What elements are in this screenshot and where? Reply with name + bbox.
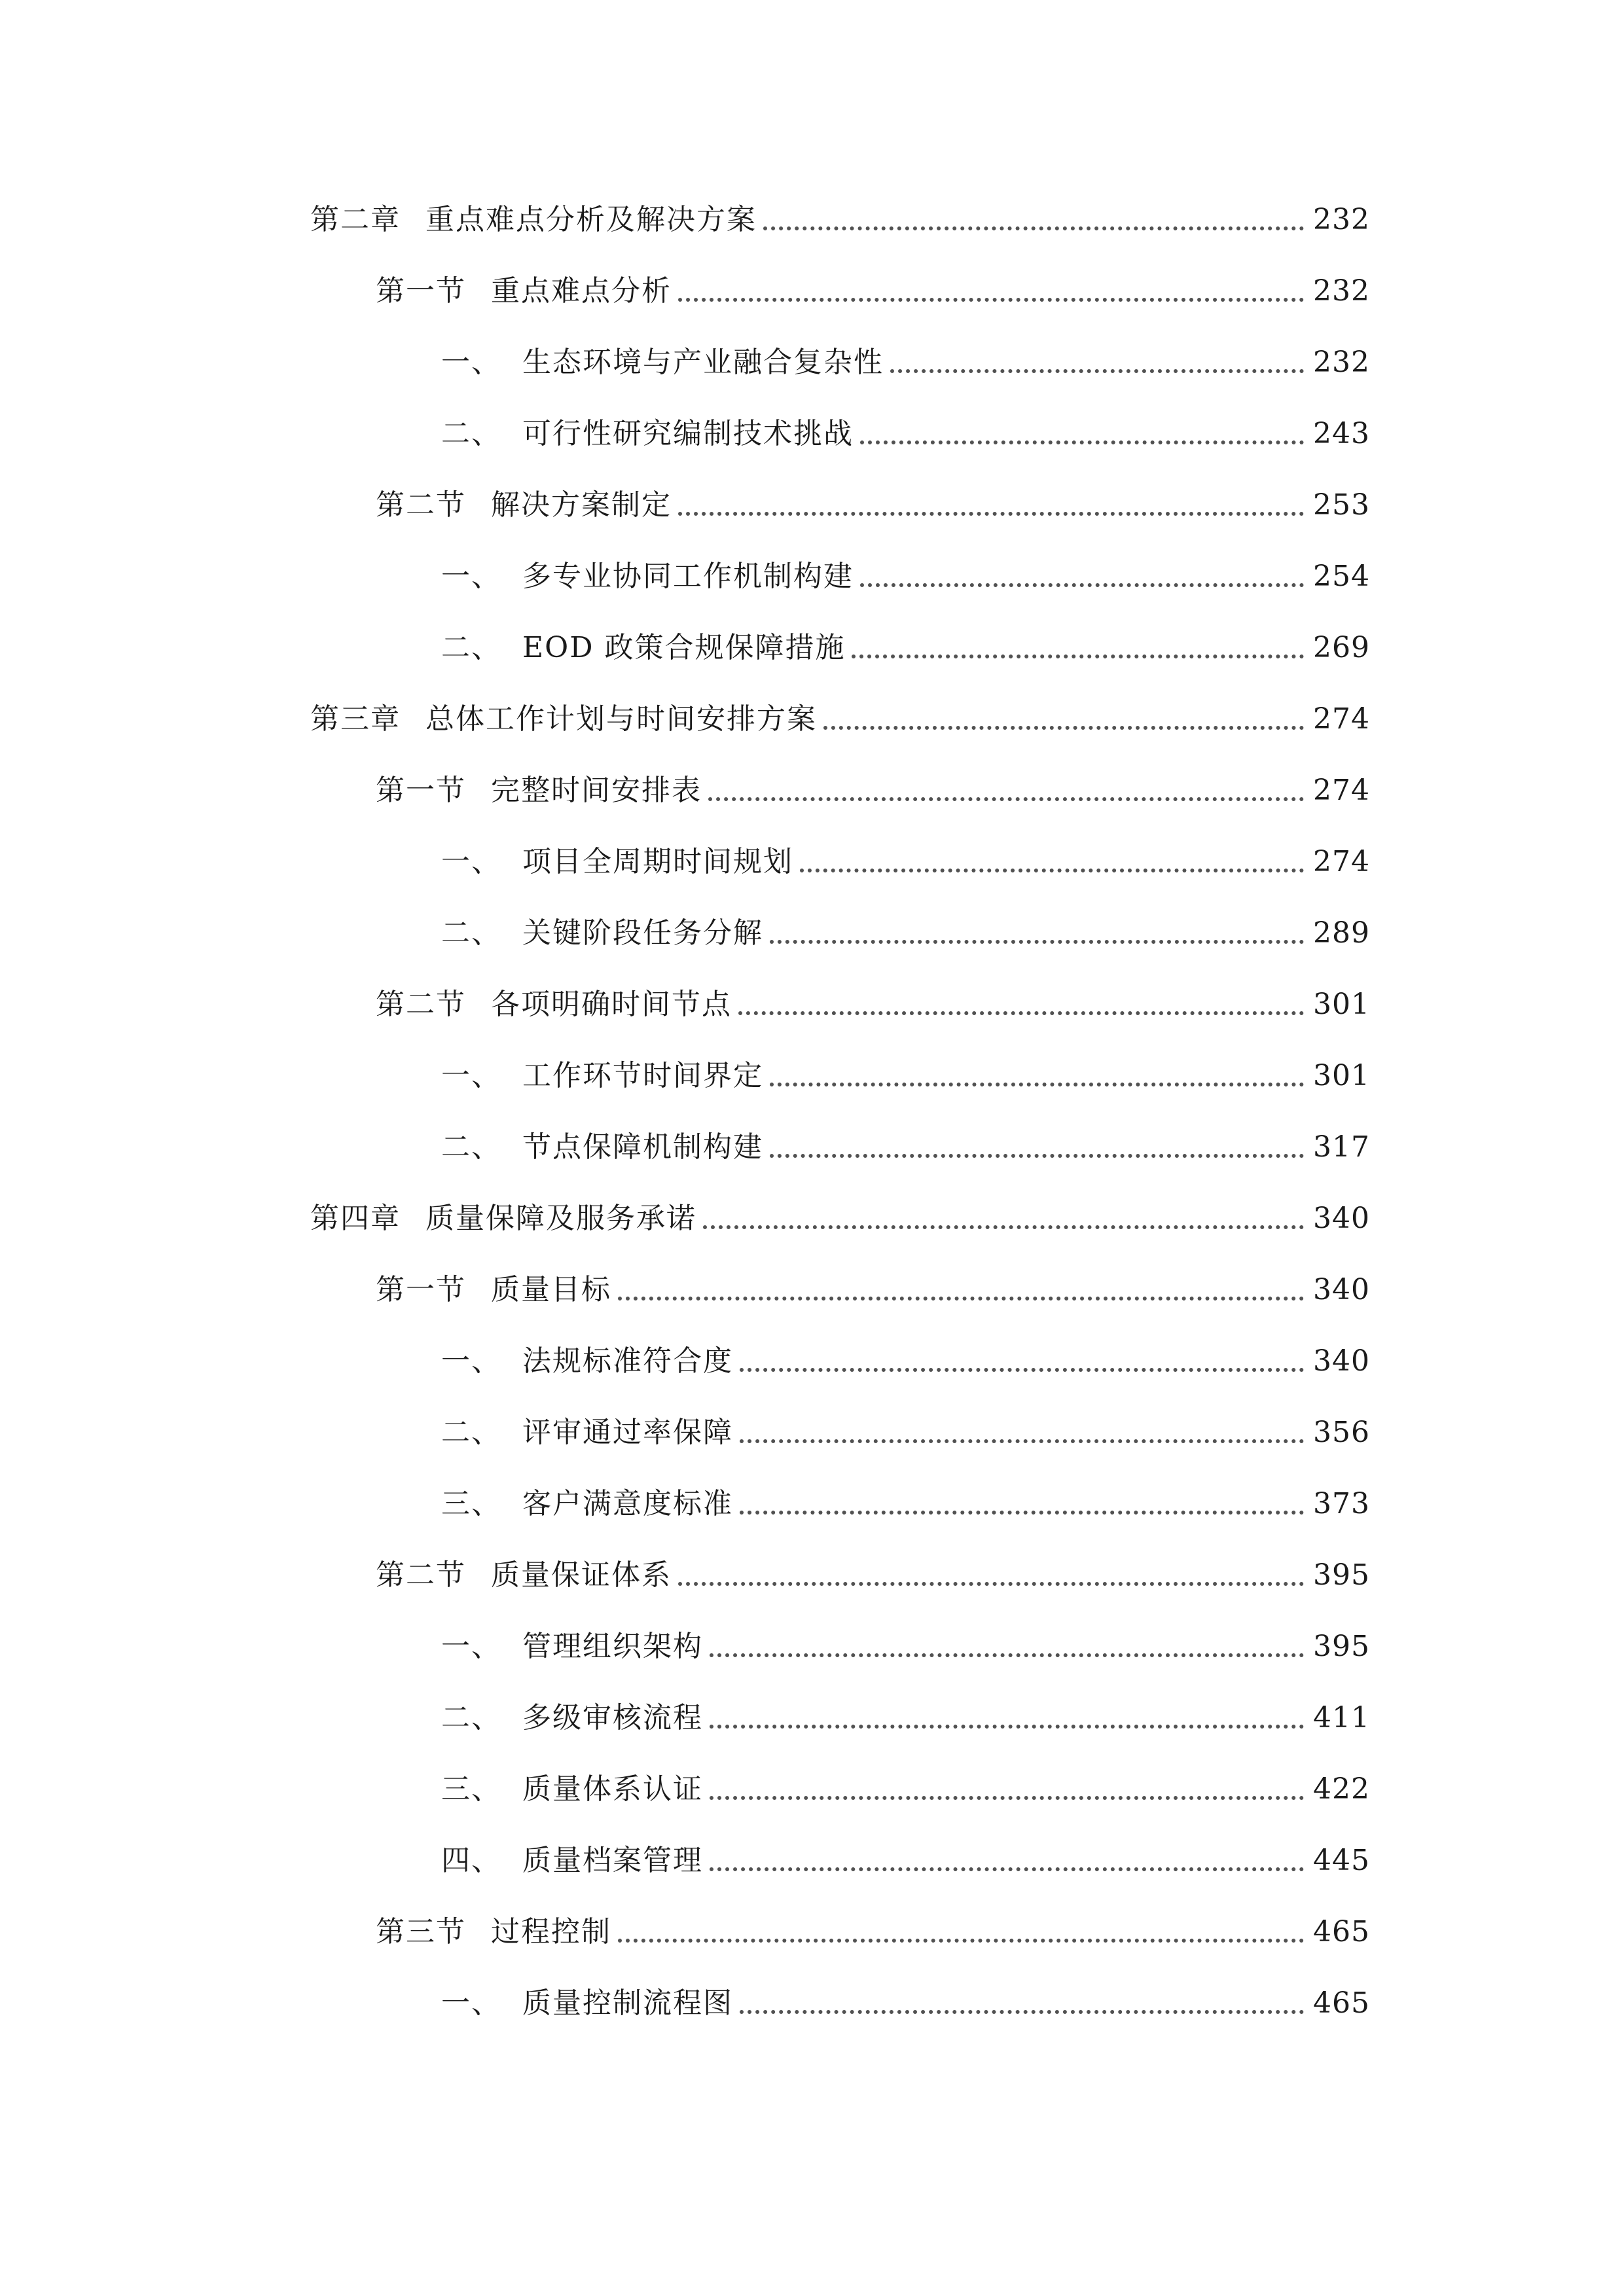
dot-leader xyxy=(800,869,1304,872)
toc-entry-page: 232 xyxy=(1313,346,1370,379)
toc-entry-prefix: 第三章 xyxy=(310,702,401,736)
toc-entry-prefix: 第一节 xyxy=(376,1273,466,1306)
toc-entry-prefix: 第一节 xyxy=(376,274,466,308)
toc-entry-title: 质量目标 xyxy=(491,1273,611,1306)
dot-leader xyxy=(860,583,1304,587)
toc-entry[interactable] xyxy=(310,194,1370,240)
toc-entry[interactable] xyxy=(441,836,1370,882)
toc-entry-title: 完整时间安排表 xyxy=(491,774,702,807)
toc-entry[interactable] xyxy=(441,1050,1370,1096)
toc-entry-prefix: 二、 xyxy=(441,631,501,664)
toc-entry[interactable] xyxy=(310,693,1370,739)
dot-leader xyxy=(890,369,1304,373)
toc-entry-page: 411 xyxy=(1313,1701,1370,1734)
toc-entry-title: 客户满意度标准 xyxy=(522,1487,733,1520)
toc-entry-title: 质量体系认证 xyxy=(522,1772,703,1806)
toc-entry-prefix: 二、 xyxy=(441,417,501,450)
toc-entry-page: 317 xyxy=(1313,1130,1370,1164)
toc-entry[interactable] xyxy=(441,1335,1370,1381)
toc-entry-page: 356 xyxy=(1313,1416,1370,1449)
toc-entry[interactable] xyxy=(376,479,1370,525)
toc-entry-title: 节点保障机制构建 xyxy=(522,1130,763,1164)
dot-leader xyxy=(678,1582,1304,1586)
toc-entry-prefix: 第二节 xyxy=(376,1558,466,1592)
toc-entry[interactable] xyxy=(441,1621,1370,1666)
toc-entry[interactable] xyxy=(376,764,1370,810)
toc-entry-title: 评审通过率保障 xyxy=(522,1416,733,1449)
toc-entry-page: 232 xyxy=(1313,203,1370,236)
toc-entry[interactable] xyxy=(376,265,1370,311)
dot-leader xyxy=(618,1939,1304,1943)
toc-entry-title: 质量档案管理 xyxy=(522,1844,703,1877)
dot-leader xyxy=(740,1368,1304,1372)
toc-entry-title: 重点难点分析及解决方案 xyxy=(425,203,757,236)
dot-leader xyxy=(710,1653,1304,1657)
toc-entry-title: 可行性研究编制技术挑战 xyxy=(522,417,854,450)
toc-entry[interactable] xyxy=(441,1977,1370,2023)
toc-entry-prefix: 一、 xyxy=(441,560,501,593)
dot-leader xyxy=(678,298,1304,302)
toc-entry-prefix: 第四章 xyxy=(310,1202,401,1235)
dot-leader xyxy=(770,1154,1304,1158)
toc-entry-title: 质量保证体系 xyxy=(491,1558,672,1592)
toc-entry-prefix: 第二节 xyxy=(376,488,466,522)
toc-entry-page: 340 xyxy=(1313,1202,1370,1235)
toc-entry[interactable] xyxy=(376,1906,1370,1952)
toc-entry-prefix: 二、 xyxy=(441,1416,501,1449)
toc-entry-prefix: 一、 xyxy=(441,346,501,379)
toc-entry-page: 445 xyxy=(1313,1844,1370,1877)
toc-entry-title: 重点难点分析 xyxy=(491,274,672,308)
toc-entry-prefix: 四、 xyxy=(441,1844,501,1877)
dot-leader xyxy=(618,1297,1304,1300)
toc-entry[interactable] xyxy=(441,408,1370,454)
toc-entry-title: 生态环境与产业融合复杂性 xyxy=(522,346,884,379)
toc-entry-title: EOD 政策合规保障措施 xyxy=(522,631,846,664)
toc-entry[interactable] xyxy=(441,1835,1370,1880)
dot-leader xyxy=(710,1796,1304,1800)
toc-entry-title: 解决方案制定 xyxy=(491,488,672,522)
toc-entry-prefix: 一、 xyxy=(441,1059,501,1092)
toc-entry-page: 253 xyxy=(1313,488,1370,522)
toc-entry[interactable] xyxy=(376,1549,1370,1595)
toc-entry-page: 274 xyxy=(1313,774,1370,807)
toc-entry-title: 项目全周期时间规划 xyxy=(522,845,793,878)
dot-leader xyxy=(740,1439,1304,1443)
toc-entry-page: 274 xyxy=(1313,845,1370,878)
toc-entry-prefix: 一、 xyxy=(441,1986,501,2020)
toc-entry-prefix: 二、 xyxy=(441,1701,501,1734)
toc-entry[interactable] xyxy=(441,622,1370,668)
dot-leader xyxy=(703,1225,1304,1229)
toc-entry[interactable] xyxy=(310,1193,1370,1238)
toc-entry-title: 多专业协同工作机制构建 xyxy=(522,560,854,593)
toc-entry-title: 法规标准符合度 xyxy=(522,1344,733,1378)
dot-leader xyxy=(740,2010,1304,2014)
toc-entry[interactable] xyxy=(441,907,1370,953)
dot-leader xyxy=(823,726,1304,730)
toc-entry-page: 301 xyxy=(1313,988,1370,1021)
toc-entry[interactable] xyxy=(441,1692,1370,1738)
toc-entry-prefix: 第三节 xyxy=(376,1915,466,1948)
dot-leader xyxy=(770,1083,1304,1086)
toc-entry-title: 总体工作计划与时间安排方案 xyxy=(425,702,817,736)
dot-leader xyxy=(738,1011,1304,1015)
toc-entry[interactable] xyxy=(441,1763,1370,1809)
toc-entry-title: 过程控制 xyxy=(491,1915,611,1948)
toc-entry-page: 254 xyxy=(1313,560,1370,593)
toc-entry-prefix: 第二节 xyxy=(376,988,466,1021)
toc-entry[interactable] xyxy=(376,978,1370,1024)
toc-entry-prefix: 一、 xyxy=(441,1630,501,1663)
toc-entry-prefix: 一、 xyxy=(441,1344,501,1378)
dot-leader xyxy=(708,797,1304,801)
toc-entry-page: 395 xyxy=(1313,1630,1370,1663)
toc-entry-title: 管理组织架构 xyxy=(522,1630,703,1663)
toc-entry-page: 232 xyxy=(1313,274,1370,308)
toc-entry-page: 269 xyxy=(1313,631,1370,664)
toc-entry-title: 质量保障及服务承诺 xyxy=(425,1202,696,1235)
toc-entry[interactable] xyxy=(441,550,1370,596)
dot-leader xyxy=(770,940,1304,944)
toc-entry-title: 多级审核流程 xyxy=(522,1701,703,1734)
toc-entry[interactable] xyxy=(441,336,1370,382)
dot-leader xyxy=(852,655,1304,658)
toc-entry-page: 373 xyxy=(1313,1487,1370,1520)
toc-entry-page: 340 xyxy=(1313,1344,1370,1378)
toc-entry-page: 422 xyxy=(1313,1772,1370,1806)
toc-entry-title: 各项明确时间节点 xyxy=(491,988,732,1021)
toc-entry-title: 质量控制流程图 xyxy=(522,1986,733,2020)
dot-leader xyxy=(710,1867,1304,1871)
toc-entry-prefix: 二、 xyxy=(441,1130,501,1164)
toc-entry-prefix: 三、 xyxy=(441,1487,501,1520)
toc-entry[interactable] xyxy=(441,1407,1370,1452)
toc-entry-page: 274 xyxy=(1313,702,1370,736)
toc-entry-page: 289 xyxy=(1313,916,1370,950)
toc-entry[interactable] xyxy=(441,1478,1370,1524)
dot-leader xyxy=(710,1725,1304,1729)
toc-entry-prefix: 一、 xyxy=(441,845,501,878)
toc-entry-page: 340 xyxy=(1313,1273,1370,1306)
toc-entry-prefix: 三、 xyxy=(441,1772,501,1806)
toc-entry-page: 465 xyxy=(1313,1915,1370,1948)
toc-entry[interactable] xyxy=(441,1121,1370,1167)
toc-entry-title: 工作环节时间界定 xyxy=(522,1059,763,1092)
toc-entry-title: 关键阶段任务分解 xyxy=(522,916,763,950)
toc-entry-prefix: 第一节 xyxy=(376,774,466,807)
toc-entry-page: 301 xyxy=(1313,1059,1370,1092)
dot-leader xyxy=(740,1511,1304,1515)
toc-entry-page: 243 xyxy=(1313,417,1370,450)
toc-entry-prefix: 二、 xyxy=(441,916,501,950)
dot-leader xyxy=(860,440,1304,444)
toc-entry[interactable] xyxy=(376,1264,1370,1310)
dot-leader xyxy=(763,226,1304,230)
toc-entry-prefix: 第二章 xyxy=(310,203,401,236)
toc-entry-page: 395 xyxy=(1313,1558,1370,1592)
toc-entry-page: 465 xyxy=(1313,1986,1370,2020)
dot-leader xyxy=(678,512,1304,516)
